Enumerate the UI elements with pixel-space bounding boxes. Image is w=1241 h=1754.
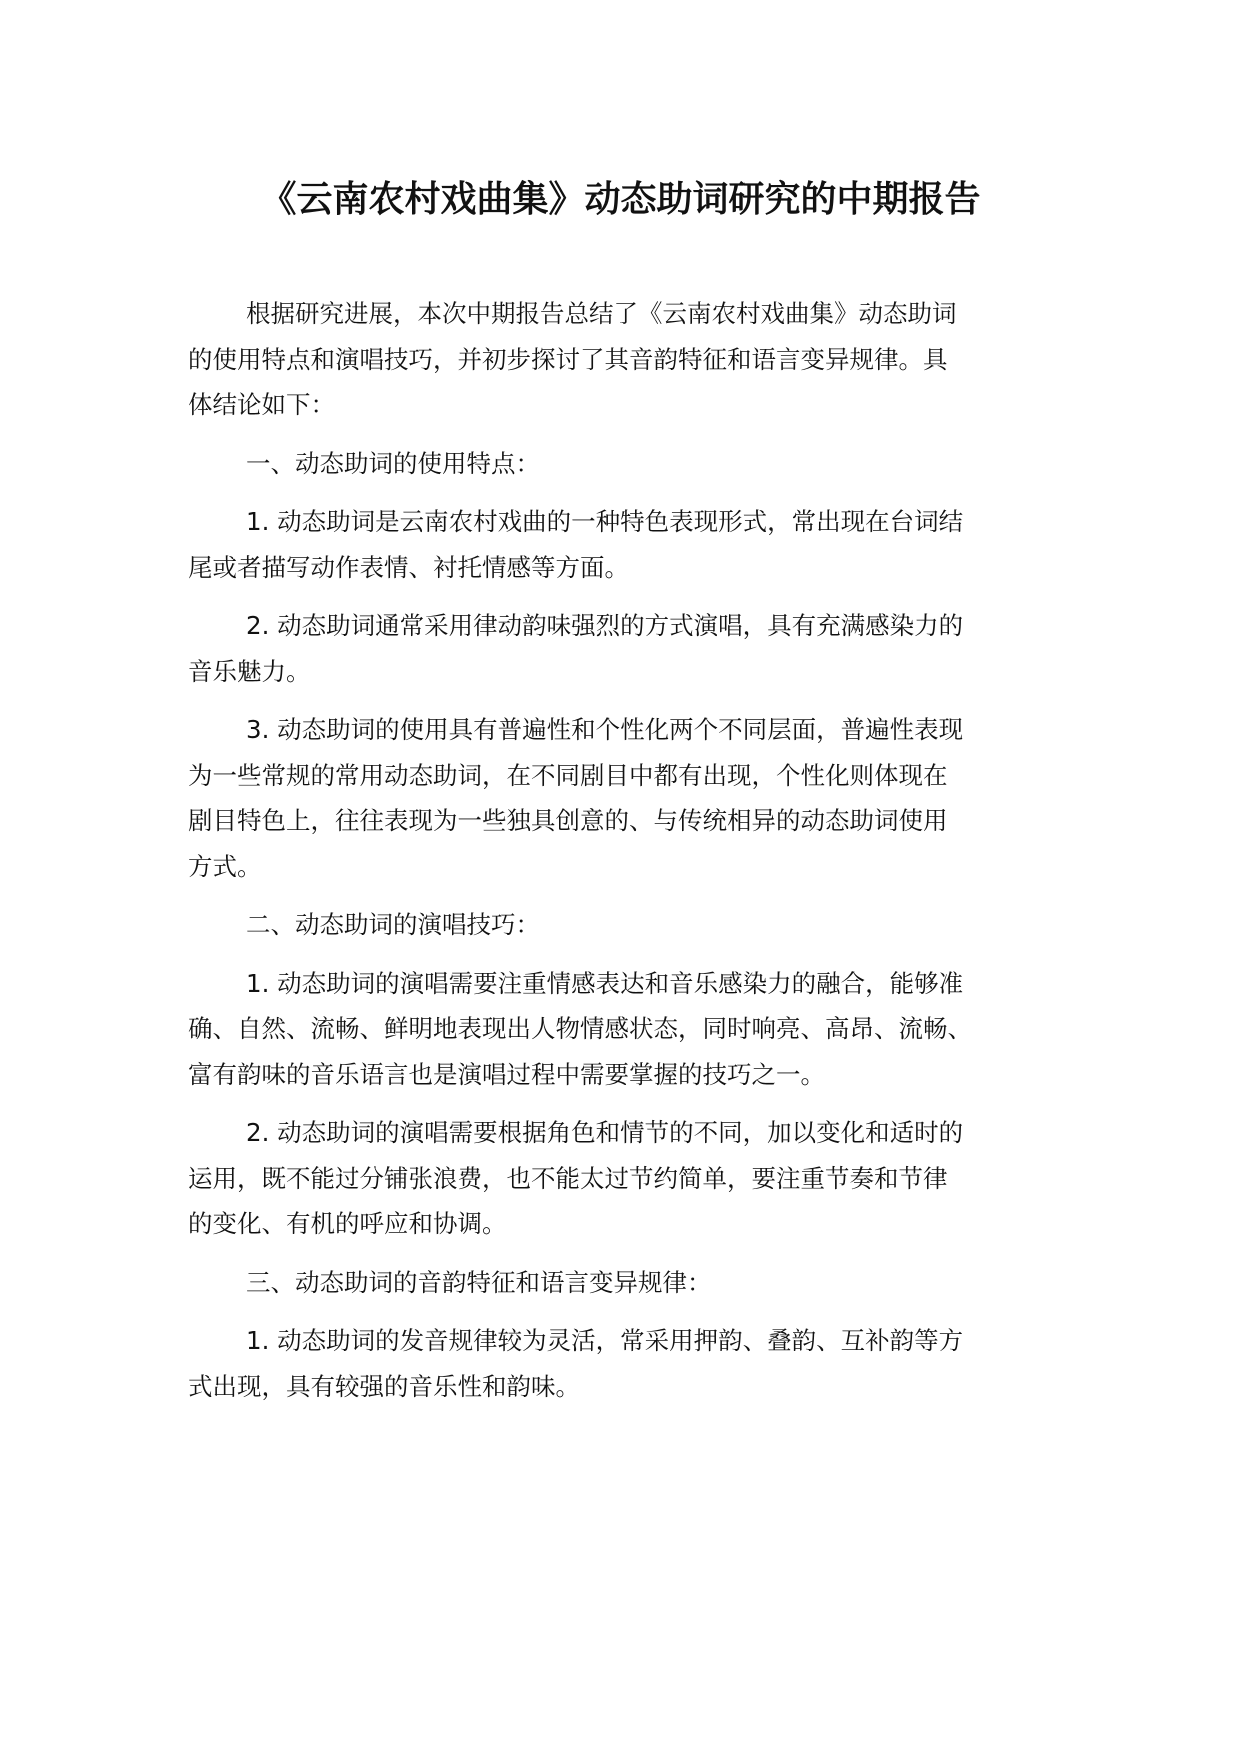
text-line: 1. 动态助词的发音规律较为灵活，常采用押韵、叠韵、互补韵等方 (246, 1326, 964, 1355)
document-body (188, 291, 1068, 1422)
section-heading-singing (188, 902, 1068, 948)
text-line: 1. 动态助词的演唱需要注重情感表达和音乐感染力的融合，能够准 (246, 968, 964, 998)
list-item (188, 499, 1068, 590)
text-line: 尾或者描写动作表情、衬托情感等方面。 (188, 552, 629, 582)
paragraph-intro (188, 291, 1068, 428)
text-line: 确、自然、流畅、鲜明地表现出人物情感状态，同时响亮、高昂、流畅、 (188, 1014, 972, 1043)
document-title: 《云南农村戏曲集》动态助词研究的中期报告 (260, 179, 981, 220)
text-line: 3. 动态助词的使用具有普遍性和个性化两个不同层面，普遍性表现 (246, 715, 964, 744)
section-heading-usage (188, 441, 1068, 487)
text-line: 式出现，具有较强的音乐性和韵味。 (188, 1371, 580, 1401)
text-line: 富有韵味的音乐语言也是演唱过程中需要掌握的技巧之一。 (188, 1059, 825, 1089)
text-line: 2. 动态助词通常采用律动韵味强烈的方式演唱，具有充满感染力的 (246, 611, 964, 640)
text-line: 2. 动态助词的演唱需要根据角色和情节的不同，加以变化和适时的 (246, 1118, 964, 1147)
text-line: 运用，既不能过分铺张浪费，也不能太过节约简单，要注重节奏和节律 (188, 1163, 948, 1193)
text-line: 方式。 (188, 851, 262, 881)
list-item (188, 1318, 1068, 1409)
text-line: 音乐魅力。 (188, 656, 311, 686)
list-item (188, 961, 1068, 1098)
text-line: 的使用特点和演唱技巧，并初步探讨了其音韵特征和语言变异规律。具 (188, 344, 948, 374)
text-line: 一、动态助词的使用特点： (246, 448, 540, 478)
text-line: 二、动态助词的演唱技巧： (246, 910, 540, 939)
text-line: 1. 动态助词是云南农村戏曲的一种特色表现形式，常出现在台词结 (246, 507, 964, 536)
text-line: 的变化、有机的呼应和协调。 (188, 1209, 507, 1238)
list-item (188, 603, 1068, 694)
text-line: 体结论如下： (188, 390, 335, 419)
text-line: 三、动态助词的音韵特征和语言变异规律： (246, 1267, 712, 1297)
text-line: 根据研究进展，本次中期报告总结了《云南农村戏曲集》动态助词 (246, 299, 957, 328)
list-item (188, 707, 1068, 889)
text-line: 为一些常规的常用动态助词，在不同剧目中都有出现，个性化则体现在 (188, 760, 948, 790)
list-item (188, 1110, 1068, 1247)
section-heading-phonology (188, 1260, 1068, 1306)
text-line: 剧目特色上，往往表现为一些独具创意的、与传统相异的动态助词使用 (188, 806, 948, 835)
